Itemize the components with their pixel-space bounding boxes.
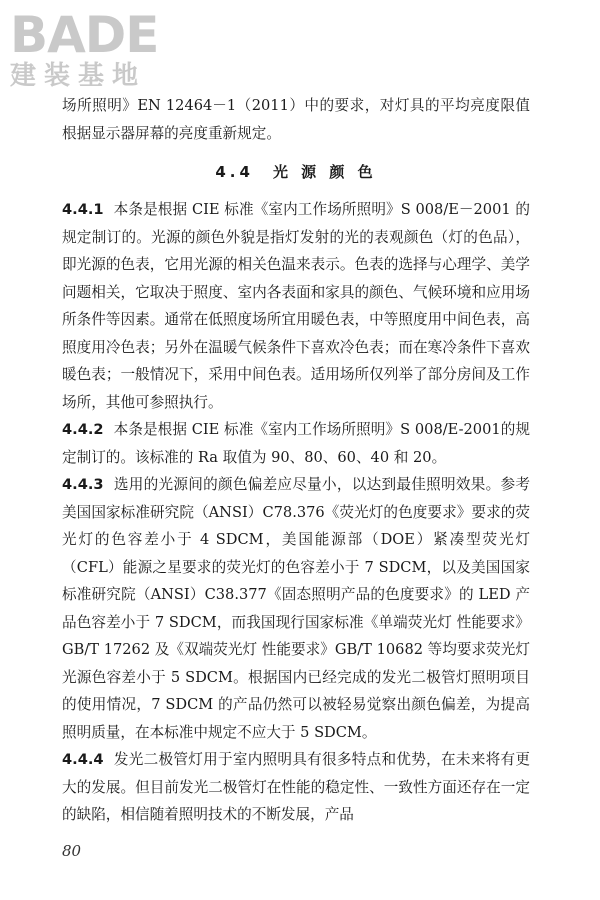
document-body bbox=[62, 92, 530, 829]
intro-paragraph: 场所照明》EN 12464－1（2011）中的要求，对灯具的平均亮度限值根据显示器屏幕的亮度重新规定。 bbox=[62, 97, 530, 142]
clause-4-4-1 bbox=[62, 196, 530, 416]
clause-4-4-4 bbox=[62, 746, 530, 829]
bade-logo bbox=[8, 4, 178, 92]
clause-4-4-2 bbox=[62, 416, 530, 471]
clause-text: 发光二极管灯用于室内照明具有很多特点和优势，在未来将有更大的发展。但目前发光二极管灯在性能的稳定性、一致性方面还存在一定的缺陷，相信随着照明技术的不断发展，产品 bbox=[62, 751, 530, 823]
clause-text: 本条是根据 CIE 标准《室内工作场所照明》S 008/E-2001的规定制订的。该标准的 Ra 取值为 90、80、60、40 和 20。 bbox=[62, 421, 530, 466]
svg-text:BADE: BADE bbox=[10, 6, 159, 64]
svg-text:建装基地: 建装基地 bbox=[10, 61, 147, 91]
clause-text: 选用的光源间的颜色偏差应尽量小，以达到最佳照明效果。参考美国国家标准研究院（ANSI）C78.376《荧光灯的色度要求》要求的荧光灯的色容差小于 4 SDCM，美国能源部（DOE）紧凑型荧光灯（CFL）能源之星要求的荧光灯的色容差小于 7 SDCM，以及美国国家标准研究院（ANSI）C38.377《固态照明产品的色度要求》的 LED 产品色容差小于 7 SDCM，而我国现行国家标准《单端荧光灯 性能要求》GB/T 17262 及《双端荧光灯 性能要求》GB/T 10682 等均要求荧光灯光源色容差小于 5 SDCM。根据国内已经完成的发光二极管灯照明项目的使用情况，7 SDCM 的产品仍然可以被轻易觉察出颜色偏差，为提高照明质量，在本标准中规定不应大于 5 SDCM。 bbox=[62, 476, 530, 741]
clause-number: 4.4.3 bbox=[62, 476, 104, 493]
clause-number: 4.4.4 bbox=[62, 751, 104, 768]
clause-number: 4.4.1 bbox=[62, 201, 104, 218]
bade-logo-graphic bbox=[8, 4, 178, 92]
clause-number: 4.4.2 bbox=[62, 421, 104, 438]
clause-text: 本条是根据 CIE 标准《室内工作场所照明》S 008/E－2001 的规定制订的。光源的颜色外貌是指灯发射的光的表观颜色（灯的色品），即光源的色表，它用光源的相关色温来表示。色表的选择与心理学、美学问题相关，它取决于照度、室内各表面和家具的颜色、气候环境和应用场所条件等因素。通常在低照度场所宜用暖色表，中等照度用中间色表，高照度用冷色表；另外在温暖气候条件下喜欢冷色表；而在寒冷条件下喜欢暖色表；一般情况下，采用中间色表。适用场所仅列举了部分房间及工作场所，其他可参照执行。 bbox=[62, 201, 530, 411]
section-title: 4.4 光 源 颜 色 bbox=[215, 163, 377, 181]
clause-4-4-3 bbox=[62, 471, 530, 746]
page-number: 80 bbox=[62, 842, 82, 860]
